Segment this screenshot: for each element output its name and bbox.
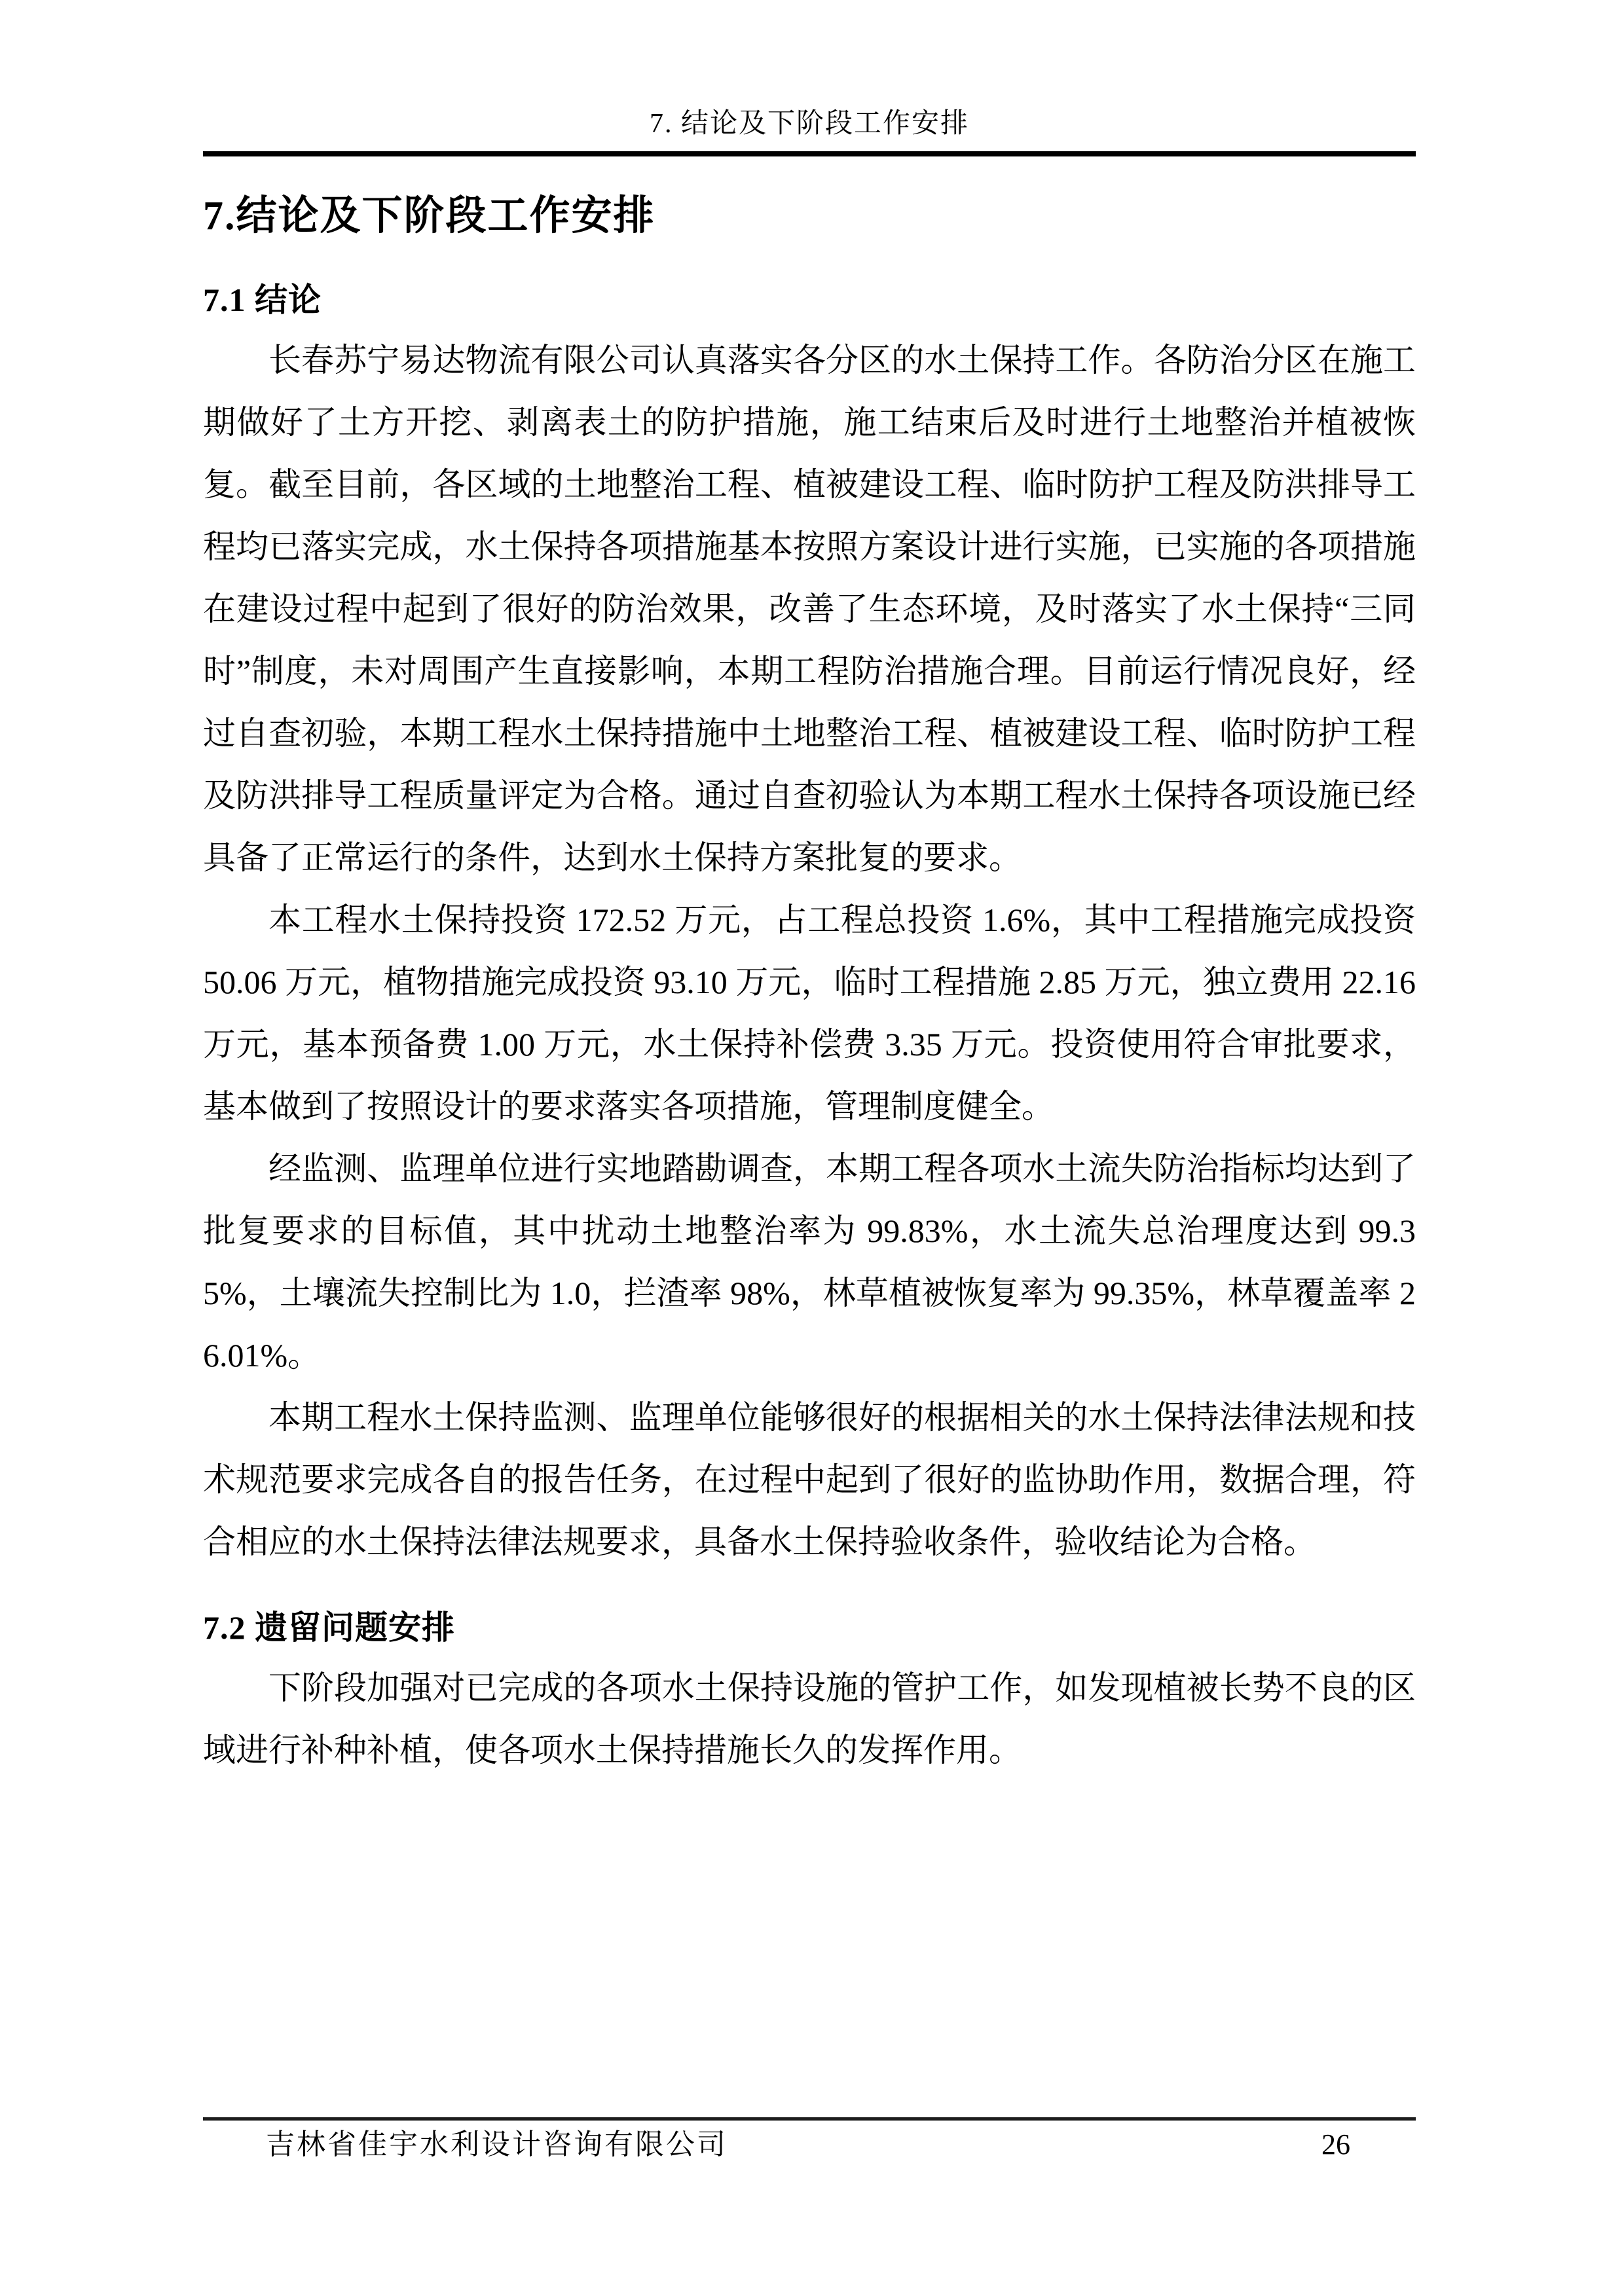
footer-company-name: 吉林省佳宇水利设计咨询有限公司 bbox=[266, 2128, 728, 2160]
paragraph-conclusion-1: 长春苏宁易达物流有限公司认真落实各分区的水土保持工作。各防治分区在施工期做好了土方开挖、剥离表土的防护措施，施工结束后及时进行土地整治并植被恢复。截至目前，各区域的土地整治工程、植被建设工程、临时防护工程及防洪排导工程均已落实完成，水土保持各项措施基本按照方案设计进行实施，已实施的各项措施在建设过程中起到了很好的防治效果，改善了生态环境，及时落实了水土保持“三同时”制度，未对周围产生直接影响，本期工程防治措施合理。目前运行情况良好，经过自查初验，本期工程水土保持措施中土地整治工程、植被建设工程、临时防护工程及防洪排导工程质量评定为合格。通过自查初验认为本期工程水土保持各项设施已经具备了正常运行的条件，达到水土保持方案批复的要求。 bbox=[203, 342, 1416, 876]
footer-rule-divider bbox=[203, 2117, 1416, 2121]
section-heading-7-2: 7.2 遗留问题安排 bbox=[203, 1609, 455, 1646]
running-header-title: 7. 结论及下阶段工作安排 bbox=[649, 109, 969, 139]
section-heading-7-1: 7.1 结论 bbox=[203, 282, 322, 318]
header-rule-divider bbox=[203, 151, 1416, 156]
paragraph-remaining-issues: 下阶段加强对已完成的各项水土保持设施的管护工作，如发现植被长势不良的区域进行补种补植，使各项水土保持措施长久的发挥作用。 bbox=[203, 1669, 1416, 1768]
paragraph-investment: 本工程水土保持投资 172.52 万元，占工程总投资 1.6%，其中工程措施完成投资 50.06 万元，植物措施完成投资 93.10 万元，临时工程措施 2.85 万元，独立费用 22.16 万元，基本预备费 1.00 万元，水土保持补偿费 3.35 万元。投资使用符合审批要求，基本做到了按照设计的要求落实各项措施，管理制度健全。 bbox=[203, 902, 1416, 1125]
chapter-title: 7.结论及下阶段工作安排 bbox=[203, 194, 655, 238]
footer-row bbox=[203, 2127, 1416, 2162]
paragraph-indicators: 经监测、监理单位进行实地踏勘调查，本期工程各项水土流失防治指标均达到了批复要求的目标值，其中扰动土地整治率为 99.83%，水土流失总治理度达到 99.35%，土壤流失控制比为 1.0，拦渣率 98%，林草植被恢复率为 99.35%，林草覆盖率 26.01%。 bbox=[203, 1150, 1416, 1374]
footer-page-number: 26 bbox=[1321, 2128, 1350, 2160]
content-area bbox=[203, 0, 1416, 1781]
paragraph-supervision: 本期工程水土保持监测、监理单位能够很好的根据相关的水土保持法律法规和技术规范要求完成各自的报告任务，在过程中起到了很好的监协助作用，数据合理，符合相应的水土保持法律法规要求，具备水土保持验收条件，验收结论为合格。 bbox=[203, 1399, 1416, 1560]
page-footer bbox=[203, 2117, 1416, 2162]
